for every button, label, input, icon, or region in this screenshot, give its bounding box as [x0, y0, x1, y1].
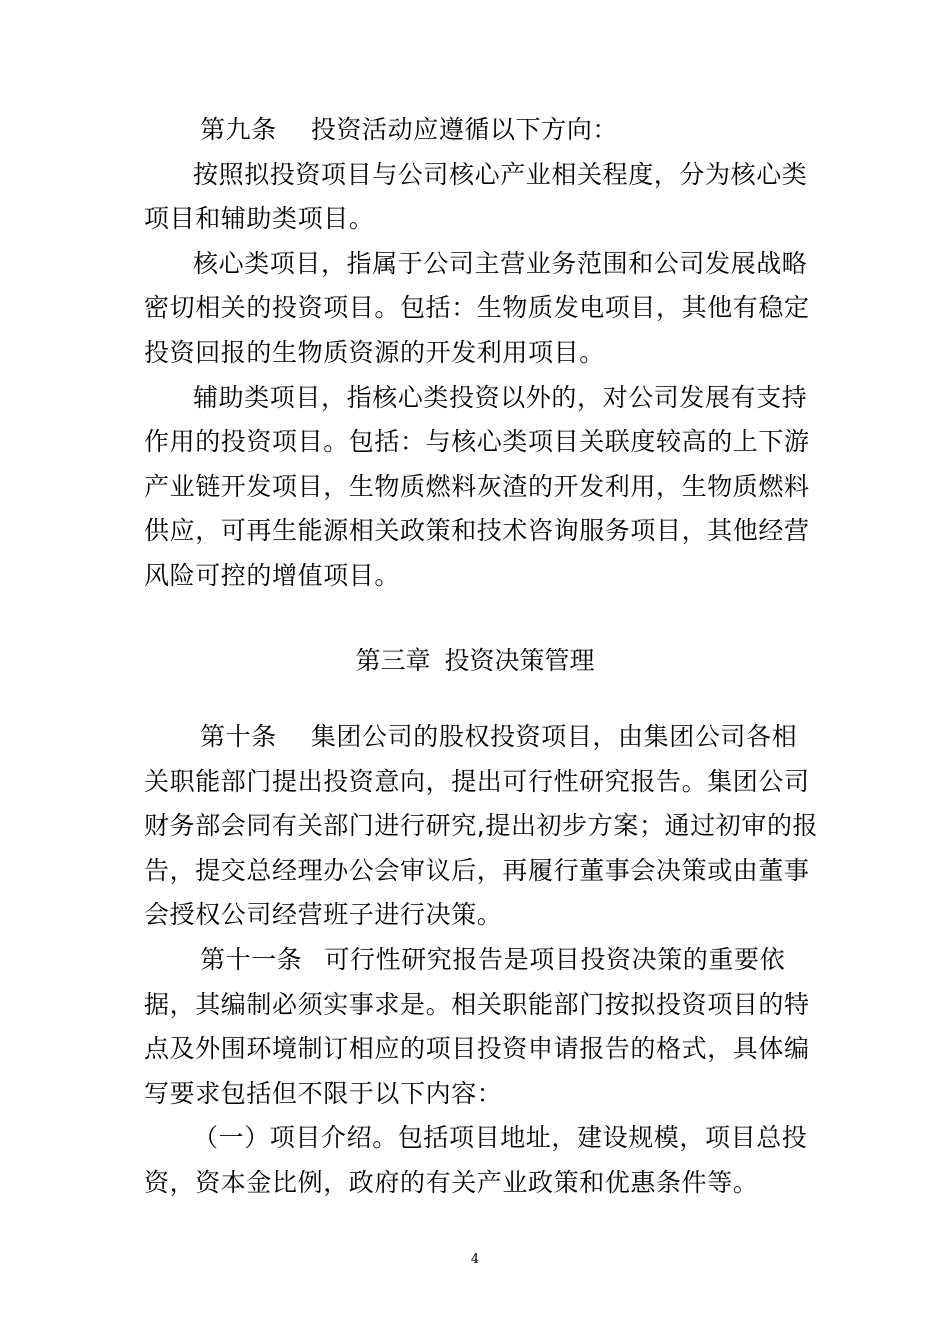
paragraph-line: 核心类项目，指属于公司主营业务范围和公司发展战略 — [193, 249, 808, 278]
paragraph-line: 按照拟投资项目与公司核心产业相关程度，分为核心类 — [193, 160, 808, 189]
paragraph-line: 点及外围环境制订相应的项目投资申请报告的格式，具体编 — [144, 1034, 810, 1063]
list-item-line: （一）项目介绍。包括项目地址，建设规模，项目总投 — [193, 1123, 808, 1152]
paragraph-line: 供应，可再生能源相关政策和技术咨询服务项目，其他经营 — [144, 516, 810, 545]
article-10-first-line — [200, 722, 797, 752]
article-text: 可行性研究报告是项目投资决策的重要依 — [324, 945, 786, 974]
article-title: 投资活动应遵循以下方向： — [310, 115, 619, 144]
paragraph-line: 风险可控的增值项目。 — [144, 561, 401, 590]
chapter-label: 第三章 — [355, 646, 431, 675]
paragraph-line: 据，其编制必须实事求是。相关职能部门按拟投资项目的特 — [144, 990, 810, 1019]
article-11-first-line — [200, 945, 785, 975]
chapter-heading — [0, 646, 950, 676]
paragraph-line: 投资回报的生物质资源的开发利用项目。 — [144, 338, 605, 367]
paragraph-line: 告，提交总经理办公会审议后，再履行董事会决策或由董事 — [144, 856, 810, 885]
article-9-heading-line — [200, 115, 618, 145]
paragraph-line: 财务部会同有关部门进行研究,提出初步方案；通过初审的报 — [144, 811, 819, 840]
paragraph-line: 资，资本金比例，政府的有关产业政策和优惠条件等。 — [144, 1168, 759, 1197]
paragraph-line: 关职能部门提出投资意向，提出可行性研究报告。集团公司 — [144, 767, 810, 796]
paragraph-line: 辅助类项目，指核心类投资以外的，对公司发展有支持 — [193, 383, 808, 412]
page-number: 4 — [470, 1252, 480, 1267]
paragraph-line: 产业链开发项目，生物质燃料灰渣的开发利用，生物质燃料 — [144, 472, 810, 501]
paragraph-line: 密切相关的投资项目。包括：生物质发电项目，其他有稳定 — [144, 293, 810, 322]
article-label: 第九条 — [200, 115, 277, 144]
paragraph-line: 项目和辅助类项目。 — [144, 204, 375, 233]
chapter-title: 投资决策管理 — [444, 646, 595, 675]
article-label: 第十一条 — [200, 945, 303, 974]
article-text: 集团公司的股权投资项目，由集团公司各相 — [310, 722, 798, 751]
paragraph-line: 会授权公司经营班子进行决策。 — [144, 900, 503, 929]
paragraph-line: 写要求包括但不限于以下内容： — [144, 1079, 503, 1108]
article-label: 第十条 — [200, 722, 277, 751]
paragraph-line: 作用的投资项目。包括：与核心类项目关联度较高的上下游 — [144, 427, 810, 456]
